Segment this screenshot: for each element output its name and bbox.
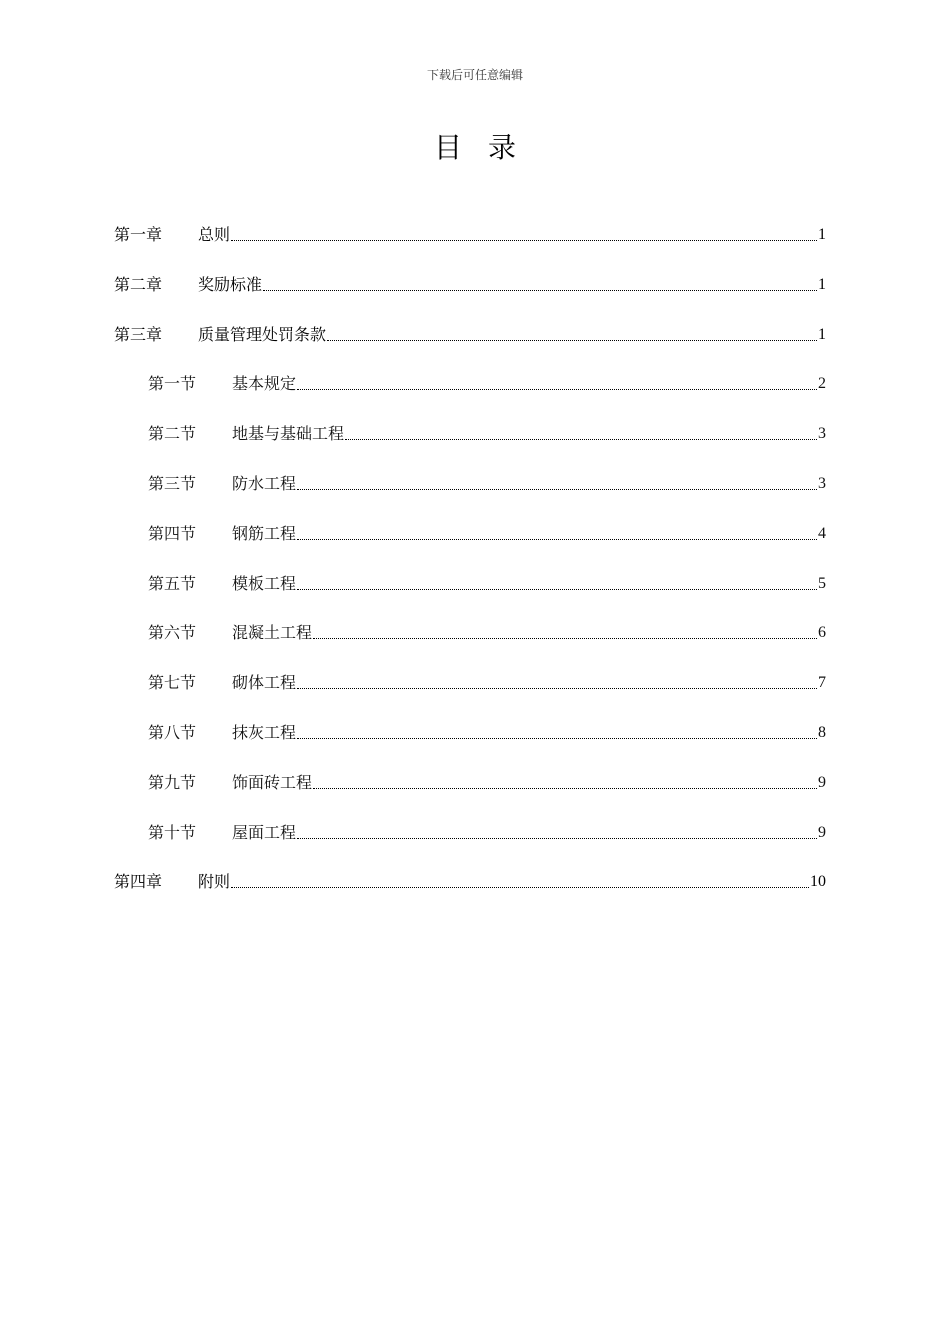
dot-leader — [263, 286, 817, 291]
dot-leader — [231, 236, 817, 241]
toc-entry-number: 第九节 — [148, 773, 197, 792]
toc-entry-page-number: 1 — [818, 326, 826, 343]
dot-leader — [297, 834, 817, 839]
toc-entry-title: 奖励标准 — [198, 275, 263, 294]
toc-entry-page-number: 1 — [818, 276, 826, 293]
dot-leader — [313, 784, 817, 789]
toc-entry-number: 第一章 — [114, 225, 163, 244]
toc-section-entry[interactable] — [148, 467, 826, 495]
toc-entry-title: 地基与基础工程 — [232, 424, 345, 443]
toc-entry-title: 钢筋工程 — [232, 524, 297, 543]
toc-entry-page-number: 3 — [818, 475, 826, 492]
toc-entry-page-number: 6 — [818, 624, 826, 641]
toc-section-entry[interactable] — [148, 517, 826, 545]
toc-entry-title: 屋面工程 — [232, 823, 297, 842]
toc-section-entry[interactable] — [148, 816, 826, 844]
toc-entry-title: 总则 — [198, 225, 231, 244]
toc-entry-page-number: 8 — [818, 724, 826, 741]
toc-section-entry[interactable] — [148, 766, 826, 794]
toc-entry-page-number: 2 — [818, 375, 826, 392]
header-note: 下载后可任意编辑 — [426, 68, 523, 82]
toc-entry-title: 防水工程 — [232, 474, 297, 493]
toc-entry-page-number: 9 — [818, 824, 826, 841]
toc-section-entry[interactable] — [148, 567, 826, 595]
dot-leader — [297, 585, 817, 590]
toc-chapter-entry[interactable] — [114, 218, 826, 246]
toc-entry-title: 质量管理处罚条款 — [198, 325, 327, 344]
toc-entry-number: 第三章 — [114, 325, 163, 344]
toc-section-entry[interactable] — [148, 417, 826, 445]
toc-entry-page-number: 7 — [818, 674, 826, 691]
toc-section-entry[interactable] — [148, 666, 826, 694]
toc-title: 目录 — [433, 131, 542, 164]
toc-entry-number: 第二章 — [114, 275, 163, 294]
toc-entry-title: 抹灰工程 — [232, 723, 297, 742]
dot-leader — [297, 684, 817, 689]
toc-chapter-entry[interactable] — [114, 318, 826, 346]
toc-section-entry[interactable] — [148, 616, 826, 644]
dot-leader — [231, 883, 809, 888]
toc-entry-title: 砌体工程 — [232, 673, 297, 692]
toc-entry-page-number: 9 — [818, 774, 826, 791]
toc-entry-page-number: 10 — [810, 873, 826, 890]
dot-leader — [297, 734, 817, 739]
dot-leader — [297, 535, 817, 540]
dot-leader — [297, 385, 817, 390]
dot-leader — [327, 336, 817, 341]
toc-section-entry[interactable] — [148, 367, 826, 395]
toc-entry-page-number: 3 — [818, 425, 826, 442]
toc-entry-page-number: 4 — [818, 525, 826, 542]
toc-entry-number: 第一节 — [148, 374, 197, 393]
toc-entry-number: 第七节 — [148, 673, 197, 692]
toc-entry-title: 基本规定 — [232, 374, 297, 393]
toc-entry-title: 附则 — [198, 872, 231, 891]
toc-entry-number: 第五节 — [148, 574, 197, 593]
toc-section-entry[interactable] — [148, 716, 826, 744]
dot-leader — [313, 634, 817, 639]
toc-entry-number: 第八节 — [148, 723, 197, 742]
toc-entry-page-number: 1 — [818, 226, 826, 243]
toc-chapter-entry[interactable] — [114, 865, 826, 893]
toc-entry-number: 第六节 — [148, 623, 197, 642]
toc-entry-title: 混凝土工程 — [232, 623, 313, 642]
toc-entry-number: 第四章 — [114, 872, 163, 891]
toc-entry-number: 第二节 — [148, 424, 197, 443]
toc-entry-page-number: 5 — [818, 575, 826, 592]
toc-entry-number: 第十节 — [148, 823, 197, 842]
dot-leader — [345, 435, 817, 440]
toc-entry-number: 第三节 — [148, 474, 197, 493]
dot-leader — [297, 485, 817, 490]
toc-entry-title: 饰面砖工程 — [232, 773, 313, 792]
toc-chapter-entry[interactable] — [114, 268, 826, 296]
toc-entry-title: 模板工程 — [232, 574, 297, 593]
toc-entry-number: 第四节 — [148, 524, 197, 543]
